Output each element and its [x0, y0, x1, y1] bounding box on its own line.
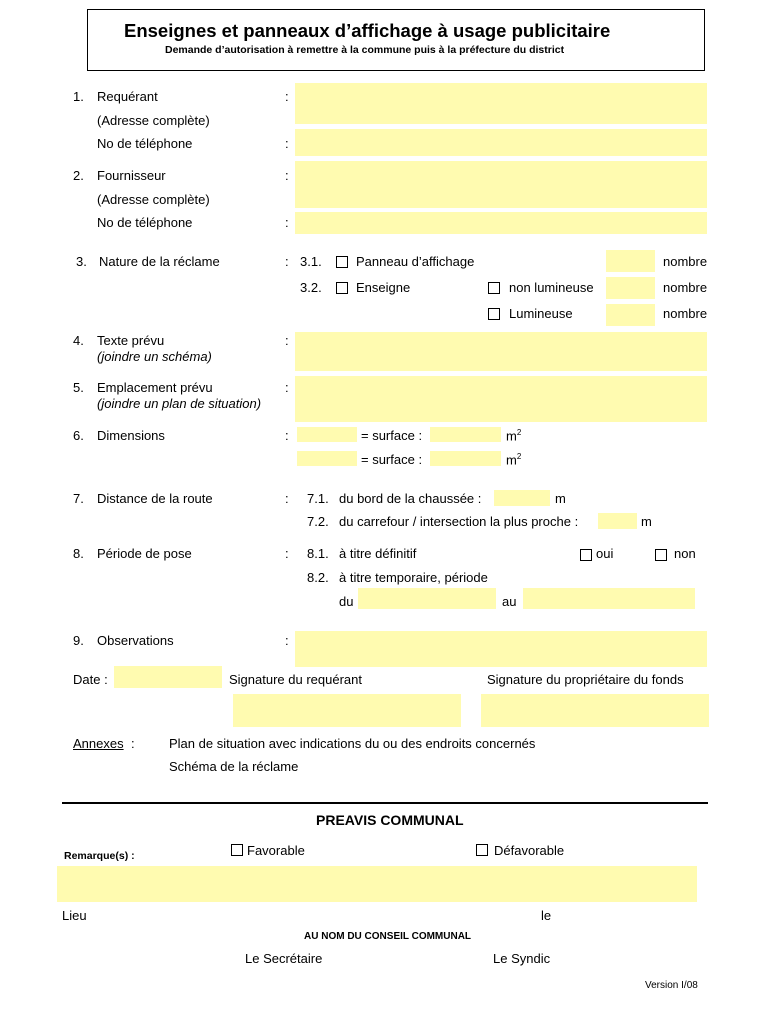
colon: : — [285, 89, 289, 104]
fournisseur-phone-field[interactable] — [295, 212, 707, 234]
s3-label: Nature de la réclame — [99, 254, 220, 269]
nombre-label: nombre — [663, 254, 708, 269]
colon: : — [285, 333, 289, 348]
s8-number: 8. — [73, 546, 84, 561]
syndic-label: Le Syndic — [493, 951, 551, 966]
version-label: Version I/08 — [645, 980, 698, 991]
s7-label: Distance de la route — [97, 491, 213, 506]
colon: : — [285, 380, 289, 395]
dimension-2-field[interactable] — [297, 451, 357, 466]
unit-m2: $m^2$ — [506, 452, 522, 468]
s3-2-number: 3.2. — [300, 280, 322, 295]
lumineuse-label: Lumineuse — [509, 306, 573, 321]
nombre-label: nombre — [663, 306, 708, 321]
surface-label: = surface : — [361, 428, 423, 443]
s4-label: Texte prévu — [97, 333, 165, 348]
colon: : — [131, 736, 135, 751]
s2-sub: (Adresse complète) — [97, 192, 210, 207]
s1-phone-label: No de téléphone — [97, 136, 193, 151]
colon: : — [285, 633, 289, 648]
requerant-phone-field[interactable] — [295, 129, 707, 156]
non-lumineuse-nombre-field[interactable] — [606, 277, 655, 299]
emplacement-field[interactable] — [295, 376, 707, 422]
s5-number: 5. — [73, 380, 84, 395]
s8-2-number: 8.2. — [307, 570, 329, 585]
surface-label: = surface : — [361, 452, 423, 467]
s5-label: Emplacement prévu — [97, 380, 213, 395]
unit-m2: $m^2$ — [506, 428, 522, 444]
s3-1-number: 3.1. — [300, 254, 322, 269]
colon: : — [285, 546, 289, 561]
annexe-2: Schéma de la réclame — [169, 759, 299, 774]
enseigne-label: Enseigne — [356, 280, 411, 295]
colon: : — [285, 254, 289, 269]
le-label: le — [541, 908, 552, 923]
defavorable-checkbox[interactable] — [476, 844, 488, 856]
s9-number: 9. — [73, 633, 84, 648]
colon: : — [285, 491, 289, 506]
signature-requerant-label: Signature du requérant — [229, 672, 362, 687]
signature-proprietaire-field[interactable] — [481, 694, 709, 727]
carrefour-field[interactable] — [598, 513, 637, 529]
colon: : — [285, 215, 289, 230]
page-subtitle: Demande d’autorisation à remettre à la commune puis à la préfecture du district — [165, 44, 565, 56]
non-lumineuse-label: non lumineuse — [509, 280, 594, 295]
s1-label: Requérant — [97, 89, 158, 104]
carrefour-label: du carrefour / intersection la plus proche : — [339, 514, 579, 529]
s2-label: Fournisseur — [97, 168, 166, 183]
nombre-label: nombre — [663, 280, 708, 295]
periode-du-field[interactable] — [358, 588, 496, 609]
observations-field[interactable] — [295, 631, 707, 667]
oui-label: oui — [596, 546, 614, 561]
s7-1-number: 7.1. — [307, 491, 329, 506]
divider — [62, 802, 708, 804]
s4-sub: (joindre un schéma) — [97, 349, 212, 364]
non-label: non — [674, 546, 696, 561]
preavis-title: PREAVIS COMMUNAL — [316, 812, 464, 828]
annexe-1: Plan de situation avec indications du ou des endroits concernés — [169, 736, 536, 751]
unit-m: m — [555, 491, 566, 506]
fournisseur-field[interactable] — [295, 161, 707, 208]
definitif-label: à titre définitif — [339, 546, 417, 561]
colon: : — [285, 168, 289, 183]
favorable-checkbox[interactable] — [231, 844, 243, 856]
du-label: du — [339, 594, 354, 609]
s4-number: 4. — [73, 333, 84, 348]
colon: : — [285, 428, 289, 443]
surface-1-field[interactable] — [430, 427, 501, 442]
remarques-field[interactable] — [57, 866, 697, 902]
texte-prevu-field[interactable] — [295, 332, 707, 371]
conseil-label: AU NOM DU CONSEIL COMMUNAL — [304, 931, 472, 942]
temporaire-label: à titre temporaire, période — [339, 570, 488, 585]
defavorable-label: Défavorable — [494, 843, 565, 858]
s2-number: 2. — [73, 168, 84, 183]
oui-checkbox[interactable] — [580, 549, 592, 561]
enseigne-checkbox[interactable] — [336, 282, 348, 294]
panneau-nombre-field[interactable] — [606, 250, 655, 272]
s6-label: Dimensions — [97, 428, 165, 443]
secretaire-label: Le Secrétaire — [245, 951, 323, 966]
date-field[interactable] — [114, 666, 222, 688]
dimension-1-field[interactable] — [297, 427, 357, 442]
surface-2-field[interactable] — [430, 451, 501, 466]
s3-number: 3. — [76, 254, 87, 269]
s9-label: Observations — [97, 633, 174, 648]
s8-1-number: 8.1. — [307, 546, 329, 561]
s1-sub: (Adresse complète) — [97, 113, 210, 128]
requerant-field[interactable] — [295, 83, 707, 124]
signature-requerant-field[interactable] — [233, 694, 461, 727]
remarques-label: Remarque(s) : — [64, 850, 135, 862]
unit-m: m — [641, 514, 652, 529]
panneau-label: Panneau d’affichage — [356, 254, 475, 269]
lumineuse-checkbox[interactable] — [488, 308, 500, 320]
colon: : — [285, 136, 289, 151]
s1-number: 1. — [73, 89, 84, 104]
s7-number: 7. — [73, 491, 84, 506]
periode-au-field[interactable] — [523, 588, 695, 609]
lumineuse-nombre-field[interactable] — [606, 304, 655, 326]
page-title: Enseignes et panneaux d’affichage à usage publicitaire — [124, 20, 611, 41]
annexes-label: Annexes — [73, 736, 124, 751]
non-lumineuse-checkbox[interactable] — [488, 282, 500, 294]
panneau-checkbox[interactable] — [336, 256, 348, 268]
date-label: Date : — [73, 672, 108, 687]
au-label: au — [502, 594, 517, 609]
lieu-label: Lieu — [62, 908, 87, 923]
s5-sub: (joindre un plan de situation) — [97, 396, 262, 411]
s6-number: 6. — [73, 428, 84, 443]
bord-chaussee-field[interactable] — [494, 490, 550, 506]
s7-2-number: 7.2. — [307, 514, 329, 529]
bord-chaussee-label: du bord de la chaussée : — [339, 491, 482, 506]
signature-proprietaire-label: Signature du propriétaire du fonds — [487, 672, 684, 687]
favorable-label: Favorable — [247, 843, 305, 858]
non-checkbox[interactable] — [655, 549, 667, 561]
s2-phone-label: No de téléphone — [97, 215, 193, 230]
s8-label: Période de pose — [97, 546, 192, 561]
